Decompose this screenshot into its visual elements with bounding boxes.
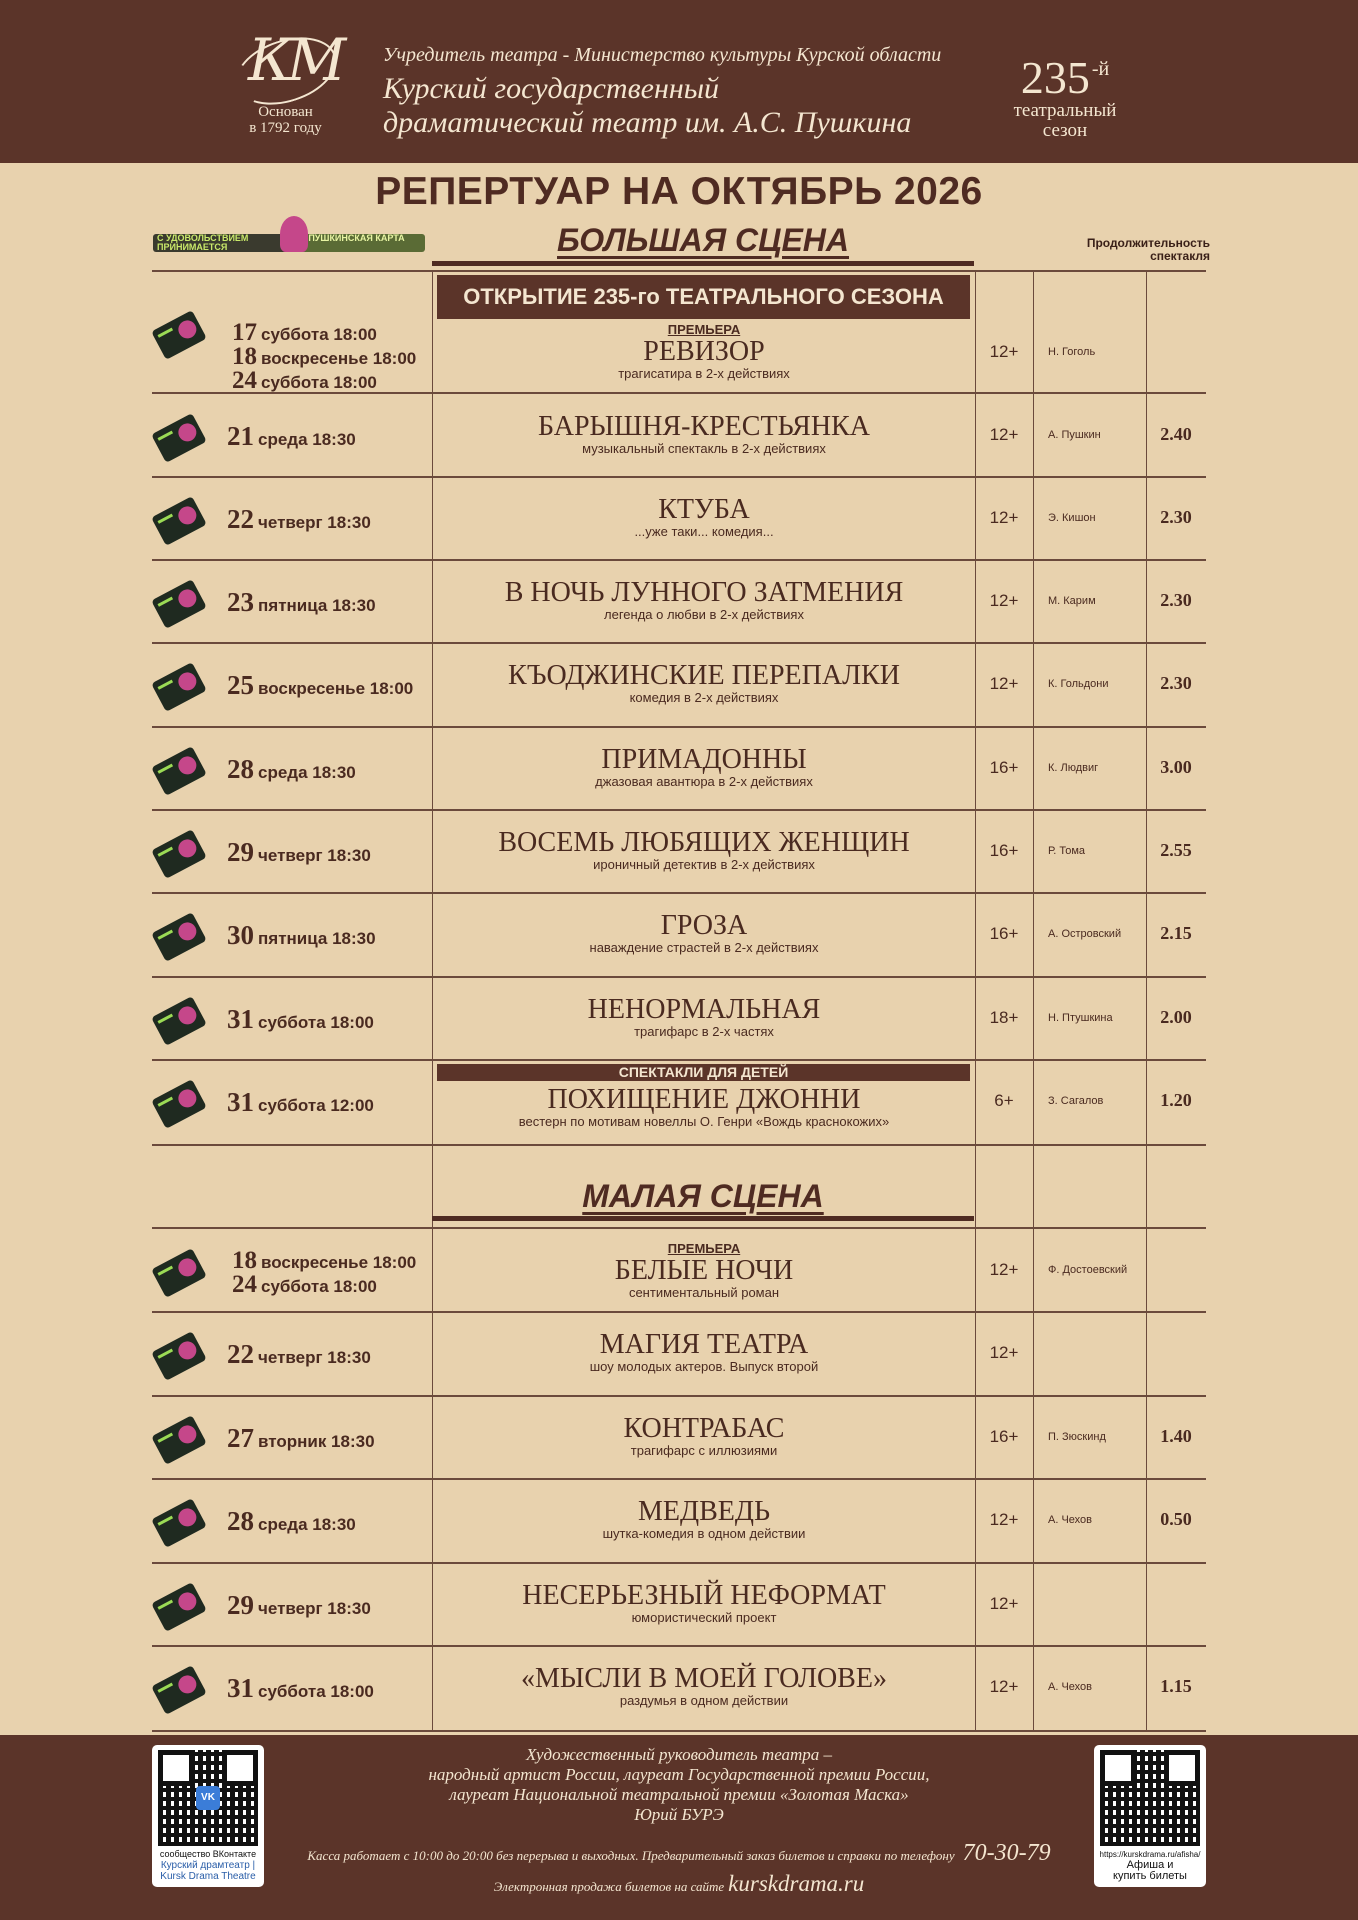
show-duration: 2.30 xyxy=(1160,672,1192,693)
show-author: Ф. Достоевский xyxy=(1048,1263,1128,1276)
show-title[interactable]: КОНТРАБАС xyxy=(623,1412,785,1444)
show-subtitle: шутка-комедия в одном действии xyxy=(602,1526,806,1541)
credits-line-2: народный артист России, лауреат Государственной премии России, xyxy=(428,1765,930,1784)
date-day: 22 xyxy=(227,1339,254,1369)
date-time: суббота 12:00 xyxy=(258,1095,374,1115)
vk-caption-1: сообщество ВКонтакте xyxy=(159,1849,257,1859)
show-duration: 1.15 xyxy=(1160,1675,1192,1696)
show-author: К. Гольдони xyxy=(1048,677,1109,690)
show-dates xyxy=(227,1088,422,1121)
pushkin-card-icon xyxy=(151,1079,207,1129)
show-dates xyxy=(227,921,422,954)
date-line xyxy=(227,1674,422,1707)
date-line xyxy=(227,1005,422,1038)
footer xyxy=(0,1735,1358,1920)
date-day: 31 xyxy=(227,1672,254,1703)
site-label: Электронная продажа билетов на сайте xyxy=(493,1879,725,1894)
small-stage-rule xyxy=(432,1216,974,1221)
pushkin-card-icon xyxy=(151,1498,207,1548)
show-duration: 1.40 xyxy=(1160,1425,1192,1446)
date-day: 29 xyxy=(227,1589,254,1620)
page-title: РЕПЕРТУАР НА ОКТЯБРЬ 2026 xyxy=(375,170,983,213)
children-banner: СПЕКТАКЛИ ДЛЯ ДЕТЕЙ xyxy=(437,1064,970,1081)
date-line xyxy=(227,1507,422,1540)
date-time: четверг 18:30 xyxy=(258,1598,371,1618)
show-row xyxy=(152,727,1206,810)
date-time: суббота 18:00 xyxy=(258,1012,374,1032)
show-info xyxy=(434,995,974,1039)
age-rating: 12+ xyxy=(989,1676,1019,1696)
logo-caption-line-2: в 1792 году xyxy=(249,120,322,136)
show-subtitle: раздумья в одном действии xyxy=(619,1692,789,1708)
show-dates xyxy=(232,319,427,394)
date-time: вторник 18:30 xyxy=(258,1431,375,1451)
age-rating: 16+ xyxy=(989,1426,1019,1446)
opening-banner: ОТКРЫТИЕ 235-го ТЕАТРАЛЬНОГО СЕЗОНА xyxy=(437,275,970,319)
date-day: 31 xyxy=(227,1086,254,1117)
site-info xyxy=(300,1871,1058,1897)
date-day: 21 xyxy=(227,420,254,451)
show-subtitle: шоу молодых актеров. Выпуск второй xyxy=(589,1359,819,1374)
show-title[interactable]: В НОЧЬ ЛУННОГО ЗАТМЕНИЯ xyxy=(504,576,904,608)
show-row xyxy=(152,1479,1206,1563)
date-line xyxy=(232,1270,427,1298)
show-dates xyxy=(227,422,422,455)
pushkin-card-icon xyxy=(151,1415,207,1465)
show-author: А. Чехов xyxy=(1048,1680,1092,1693)
show-info xyxy=(434,1085,974,1129)
show-dates xyxy=(227,1591,422,1624)
show-info xyxy=(434,322,974,381)
season-text-2: сезон xyxy=(1042,120,1088,141)
show-dates xyxy=(227,1340,422,1373)
box-office-text: Касса работает с 10:00 до 20:00 без перерыва и выходных. Предварительный заказ билетов и справки по телефону xyxy=(307,1848,955,1863)
show-info xyxy=(434,911,974,955)
date-time: пятница 18:30 xyxy=(258,928,376,948)
show-info xyxy=(434,1414,974,1458)
header xyxy=(0,0,1358,163)
show-author: Н. Гоголь xyxy=(1048,346,1096,358)
show-row xyxy=(152,560,1206,643)
date-line xyxy=(232,367,427,394)
pushkin-card-icon xyxy=(151,1665,207,1715)
big-stage-title: БОЛЬШАЯ СЦЕНА xyxy=(557,222,849,258)
afisha-caption-2: Афиша и xyxy=(1126,1859,1174,1871)
pushkin-bust-icon xyxy=(280,216,308,252)
date-time: суббота 18:00 xyxy=(258,1681,374,1701)
big-stage-rule xyxy=(432,261,974,266)
season-text-1: театральный xyxy=(1013,100,1117,121)
show-author: Н. Птушкина xyxy=(1048,1011,1113,1024)
date-day: 18 xyxy=(232,343,257,370)
phone-number[interactable]: 70-30-79 xyxy=(962,1840,1051,1866)
date-line xyxy=(227,671,422,704)
show-row xyxy=(152,977,1206,1060)
duration-header-line-2: спектакля xyxy=(1150,249,1210,263)
show-subtitle: сентиментальный роман xyxy=(628,1284,780,1300)
date-time: суббота 18:00 xyxy=(261,1276,377,1296)
date-day: 30 xyxy=(227,919,254,950)
premiere-label: ПРЕМЬЕРА xyxy=(667,322,741,337)
show-title[interactable]: БЕЛЫЕ НОЧИ xyxy=(614,1254,794,1286)
show-author: Р. Тома xyxy=(1048,844,1086,857)
date-line xyxy=(227,1591,422,1624)
pushkin-card-icon xyxy=(151,662,207,712)
show-duration: 1.20 xyxy=(1160,1089,1192,1110)
age-rating: 12+ xyxy=(989,673,1019,693)
date-day: 18 xyxy=(232,1246,257,1274)
show-dates xyxy=(227,838,422,871)
show-duration: 2.55 xyxy=(1160,839,1192,860)
date-line xyxy=(227,1088,422,1121)
date-line xyxy=(232,1246,427,1274)
age-rating: 12+ xyxy=(989,1343,1019,1362)
age-rating: 12+ xyxy=(989,1259,1019,1279)
date-time: суббота 18:00 xyxy=(261,373,377,392)
show-dates xyxy=(227,1424,422,1457)
date-line xyxy=(227,1340,422,1373)
show-row xyxy=(152,1646,1206,1729)
age-rating: 16+ xyxy=(989,923,1019,943)
show-duration: 3.00 xyxy=(1160,756,1192,777)
season-number: 235 xyxy=(1020,52,1090,103)
premiere-label: ПРЕМЬЕРА xyxy=(667,1240,741,1256)
show-dates xyxy=(227,755,422,788)
box-office-info xyxy=(300,1840,1058,1867)
date-time: воскресенье 18:00 xyxy=(261,1252,417,1272)
date-line xyxy=(227,505,422,538)
show-subtitle: трагифарс в 2-х частях xyxy=(634,1023,774,1039)
show-author: А. Пушкин xyxy=(1048,428,1101,441)
show-duration: 2.00 xyxy=(1160,1006,1192,1027)
show-title[interactable]: КЪОДЖИНСКИЕ ПЕРЕПАЛКИ xyxy=(508,659,900,691)
age-rating: 12+ xyxy=(989,424,1019,444)
show-subtitle: наваждение страстей в 2-х действиях xyxy=(589,939,819,955)
season-suffix: -й xyxy=(1091,58,1110,80)
show-subtitle: ироничный детектив в 2-х действиях xyxy=(593,856,815,872)
vk-icon: VK xyxy=(196,1786,220,1810)
show-row xyxy=(152,272,1206,394)
show-row xyxy=(152,1563,1206,1646)
show-author: З. Сагалов xyxy=(1048,1094,1104,1107)
show-author: П. Зюскинд xyxy=(1048,1430,1106,1443)
show-title[interactable]: МАГИЯ ТЕАТРА xyxy=(599,1329,809,1360)
theatre-logo: КМ Основан в 1792 году xyxy=(228,26,348,144)
show-title[interactable]: РЕВИЗОР xyxy=(643,336,765,367)
date-time: воскресенье 18:00 xyxy=(261,349,417,368)
date-time: среда 18:30 xyxy=(258,1515,356,1534)
pushkin-card-icon xyxy=(151,829,207,879)
show-subtitle: легенда о любви в 2-х действиях xyxy=(604,606,804,622)
date-line xyxy=(227,755,422,788)
credits-line-4: Юрий БУРЭ xyxy=(634,1805,724,1824)
show-row xyxy=(152,643,1206,726)
show-author: А. Чехов xyxy=(1048,1514,1092,1526)
show-duration: 0.50 xyxy=(1160,1509,1192,1529)
show-info xyxy=(434,1664,974,1708)
age-rating: 12+ xyxy=(989,342,1019,361)
date-line xyxy=(232,319,427,346)
afisha-qr-code[interactable] xyxy=(1094,1745,1206,1887)
date-day: 24 xyxy=(232,1270,257,1298)
afisha-caption-1: https://kurskdrama.ru/afisha/ xyxy=(1099,1850,1201,1859)
show-info xyxy=(434,1241,974,1300)
date-day: 23 xyxy=(227,586,254,617)
pushkin-card-icon xyxy=(151,1331,207,1381)
age-rating: 6+ xyxy=(994,1090,1014,1110)
pushkin-card-icon xyxy=(151,579,207,629)
date-day: 28 xyxy=(227,753,254,784)
show-info xyxy=(434,1330,974,1374)
date-day: 27 xyxy=(227,1422,254,1453)
age-rating: 12+ xyxy=(989,1510,1019,1529)
duration-header-line-1: Продолжительность xyxy=(1086,236,1210,250)
theatre-name xyxy=(383,72,911,140)
show-author: Э. Кишон xyxy=(1048,511,1096,524)
theatre-name-line-2: драматический театр им. А.С. Пушкина xyxy=(383,106,912,139)
age-rating: 16+ xyxy=(989,840,1019,860)
date-day: 28 xyxy=(227,1506,254,1536)
show-subtitle: джазовая авантюра в 2-х действиях xyxy=(595,773,813,789)
date-time: пятница 18:30 xyxy=(258,595,376,615)
show-subtitle: трагисатира в 2-х действиях xyxy=(618,366,790,381)
show-row xyxy=(152,1396,1206,1479)
show-dates xyxy=(227,1674,422,1707)
show-row xyxy=(152,1229,1206,1312)
artistic-director-credits xyxy=(300,1745,1058,1825)
show-info xyxy=(434,828,974,872)
pushkin-card-icon xyxy=(151,1248,207,1298)
duration-header xyxy=(1070,237,1210,263)
date-day: 29 xyxy=(227,836,254,867)
show-title[interactable]: ПОХИЩЕНИЕ ДЖОННИ xyxy=(547,1084,861,1115)
show-title[interactable]: БАРЫШНЯ-КРЕСТЬЯНКА xyxy=(538,410,870,442)
theatre-name-line-1: Курский государственный xyxy=(383,72,720,105)
show-info xyxy=(434,1497,974,1541)
pushkin-card-icon xyxy=(151,996,207,1046)
show-duration: 2.30 xyxy=(1160,589,1192,610)
show-title[interactable]: МЕДВЕДЬ xyxy=(637,1496,771,1527)
show-info xyxy=(434,745,974,789)
pushkin-card-banner xyxy=(153,216,425,258)
date-line xyxy=(227,588,422,621)
pushkin-card-right-text: ПУШКИНСКАЯ КАРТА xyxy=(308,233,405,243)
show-subtitle: трагифарс с иллюзиями xyxy=(630,1442,778,1458)
date-day: 17 xyxy=(232,319,257,346)
founder-text: Учредитель театра - Министерство культуры Курской области xyxy=(383,44,942,66)
show-row xyxy=(152,1312,1206,1396)
pushkin-card-icon xyxy=(151,1582,207,1632)
show-subtitle: ...уже таки... комедия... xyxy=(634,523,774,539)
show-subtitle: вестерн по мотивам новеллы О. Генри «Вождь краснокожих» xyxy=(518,1114,890,1129)
date-line xyxy=(227,921,422,954)
vk-qr-code[interactable] xyxy=(152,1745,264,1887)
show-info xyxy=(434,412,974,456)
show-author: А. Островский xyxy=(1048,927,1122,940)
afisha-caption-3: купить билеты xyxy=(1113,1870,1187,1882)
vk-caption-3: Kursk Drama Theatre xyxy=(160,1871,256,1882)
show-duration: 2.30 xyxy=(1160,506,1192,527)
show-row xyxy=(152,810,1206,893)
date-line xyxy=(227,422,422,455)
date-line xyxy=(232,343,427,370)
logo-caption-line-1: Основан xyxy=(258,104,313,120)
vk-caption-2: Курский драмтеатр | xyxy=(160,1860,256,1871)
show-dates xyxy=(227,1005,422,1038)
show-dates xyxy=(227,1507,422,1540)
date-time: четверг 18:30 xyxy=(258,845,371,865)
show-title[interactable]: «МЫСЛИ В МОЕЙ ГОЛОВЕ» xyxy=(521,1662,887,1694)
show-row xyxy=(152,893,1206,976)
show-title[interactable]: НЕНОРМАЛЬНАЯ xyxy=(587,993,821,1025)
credits-line-3: лауреат Национальной театральной премии «Золотая Маска» xyxy=(449,1785,909,1804)
show-info xyxy=(434,578,974,622)
show-dates xyxy=(232,1246,427,1298)
row-divider xyxy=(152,1730,1206,1732)
pushkin-card-icon xyxy=(151,912,207,962)
date-time: воскресенье 18:00 xyxy=(258,678,414,698)
age-rating: 16+ xyxy=(989,757,1019,777)
show-subtitle: юмористический проект xyxy=(631,1609,777,1625)
show-dates xyxy=(227,671,422,704)
row-divider xyxy=(152,1144,1206,1146)
show-dates xyxy=(227,505,422,538)
show-title[interactable]: ВОСЕМЬ ЛЮБЯЩИХ ЖЕНЩИН xyxy=(498,826,910,858)
show-author: К. Людвиг xyxy=(1048,761,1099,774)
show-title[interactable]: ПРИМАДОННЫ xyxy=(601,743,807,775)
date-day: 22 xyxy=(227,503,254,534)
age-rating: 12+ xyxy=(989,1593,1019,1613)
show-info xyxy=(434,495,974,539)
date-time: суббота 18:00 xyxy=(261,325,377,344)
pushkin-card-icon xyxy=(151,746,207,796)
date-time: четверг 18:30 xyxy=(258,1348,371,1367)
show-title[interactable]: ГРОЗА xyxy=(660,909,748,941)
show-subtitle: музыкальный спектакль в 2-х действиях xyxy=(582,440,826,456)
date-day: 24 xyxy=(232,367,257,394)
pushkin-card-icon xyxy=(151,310,207,360)
show-dates xyxy=(227,588,422,621)
show-info xyxy=(434,661,974,705)
date-line xyxy=(227,1424,422,1457)
age-rating: 12+ xyxy=(989,507,1019,527)
date-time: четверг 18:30 xyxy=(258,512,371,532)
date-day: 31 xyxy=(227,1003,254,1034)
age-rating: 12+ xyxy=(989,590,1019,610)
show-title[interactable]: КТУБА xyxy=(658,493,750,525)
show-row xyxy=(152,394,1206,477)
date-line xyxy=(227,838,422,871)
show-subtitle: комедия в 2-х действиях xyxy=(629,689,779,705)
show-info xyxy=(434,1581,974,1625)
site-link[interactable]: kurskdrama.ru xyxy=(728,1871,865,1896)
age-rating: 18+ xyxy=(989,1007,1019,1027)
date-day: 25 xyxy=(227,669,254,700)
show-title[interactable]: НЕСЕРЬЕЗНЫЙ НЕФОРМАТ xyxy=(522,1579,886,1611)
date-time: среда 18:30 xyxy=(258,762,356,782)
pushkin-card-left-text: С УДОВОЛЬСТВИЕМ ПРИНИМАЕТСЯ xyxy=(157,233,249,252)
pushkin-card-icon xyxy=(151,496,207,546)
show-author: М. Карим xyxy=(1048,594,1096,607)
season-badge xyxy=(990,46,1140,141)
credits-line-1: Художественный руководитель театра – xyxy=(525,1745,833,1764)
date-time: среда 18:30 xyxy=(258,429,356,449)
small-stage-title: МАЛАЯ СЦЕНА xyxy=(582,1178,824,1214)
show-duration: 2.40 xyxy=(1160,423,1192,444)
show-duration: 2.15 xyxy=(1160,922,1192,943)
show-row xyxy=(152,477,1206,560)
pushkin-card-icon xyxy=(151,413,207,463)
